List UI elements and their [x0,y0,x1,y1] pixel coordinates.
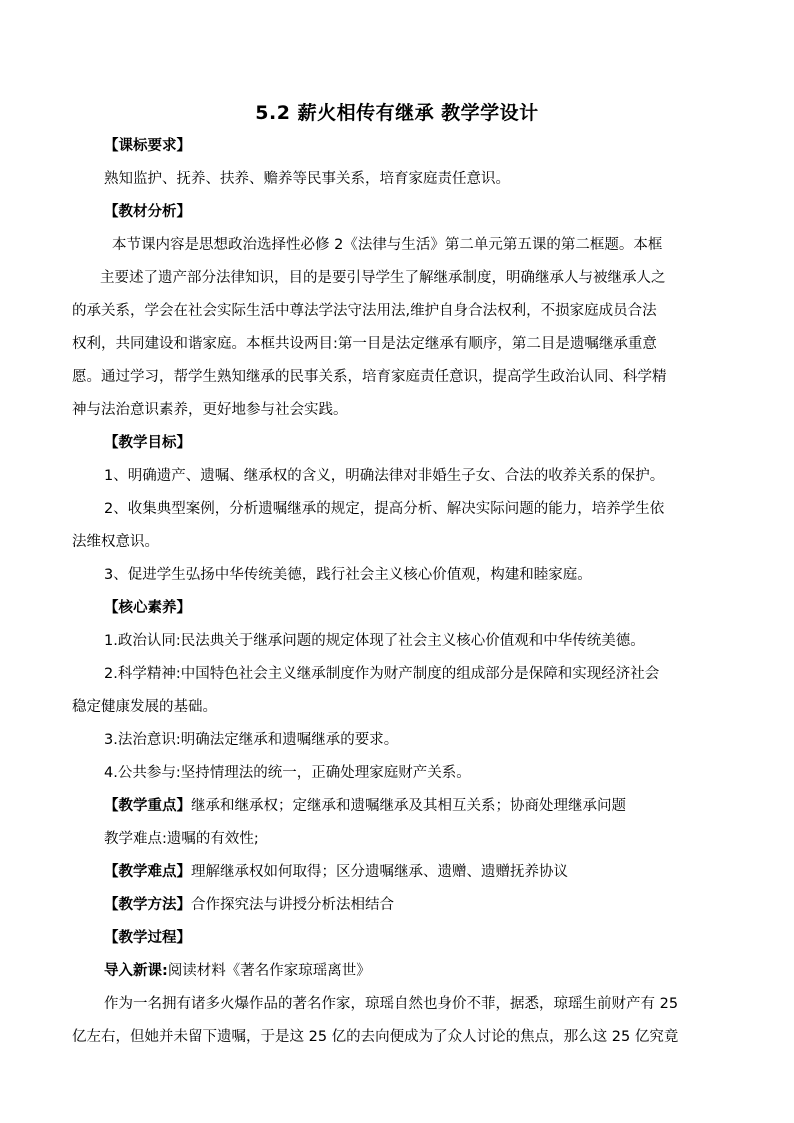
list-item: 3、促进学生弘扬中华传统美德，践行社会主义核心价值观，构建和睦家庭。 [104,567,592,583]
teaching-difficulties-text: 理解继承权如何取得；区分遗嘱继承、遗赠、遗赠抚养协议 [191,864,568,880]
list-item: 2.科学精神:中国特色社会主义继承制度作为财产制度的组成部分是保障和实现经济社会 [104,666,660,682]
list-item: 4.公共参与:坚持情理法的统一，正确处理家庭财产关系。 [104,765,471,781]
paragraph-line: 主要述了遗产部分法律知识，目的是要引导学生了解继承制度，明确继承人与被继承人之 [100,270,666,286]
heading-teaching-key-points: 【教学重点】 [104,798,191,814]
list-item: 1、明确遗产、遗嘱、继承权的含义，明确法律对非婚生子女、合法的收养关系的保护。 [104,468,665,484]
paragraph-line: 熟知监护、抚养、扶养、赡养等民事关系，培育家庭责任意识。 [104,171,510,187]
heading-core-competencies: 【核心素养】 [104,600,191,616]
list-item: 2、收集典型案例，分析遗嘱继承的规定，提高分析、解决实际问题的能力，培养学生依 [104,501,665,517]
paragraph-line: 权利，共同建设和谐家庭。本框共设两目:第一目是法定继承有顺序，第二目是遗嘱继承重意 [72,336,657,352]
teaching-key-points-text: 继承和继承权；定继承和遗嘱继承及其相互关系；协商处理继承问题 [191,798,626,814]
heading-teaching-objectives: 【教学目标】 [104,435,191,451]
paragraph-line: 教学难点:遗嘱的有效性; [104,831,259,847]
teaching-key-points [104,795,728,817]
heading-textbook-analysis: 【教材分析】 [104,204,191,220]
paragraph-line: 作为一名拥有诸多火爆作品的著名作家，琼瑶自然也身价不菲，据悉，琼瑶生前财产有 25 [104,996,679,1012]
heading-curriculum-requirements: 【课标要求】 [104,138,191,154]
heading-teaching-process: 【教学过程】 [104,930,191,946]
teaching-difficulties [104,861,728,883]
teaching-methods-text: 合作探究法与讲授分析法相结合 [191,897,394,913]
paragraph-line: 本节课内容是思想政治选择性必修 2《法律与生活》第二单元第五课的第二框题。本框 [112,237,663,253]
list-item: 3.法治意识:明确法定继承和遗嘱继承的要求。 [104,732,399,748]
lesson-introduction-label: 导入新课: [104,963,168,979]
paragraph-line: 亿左右，但她并未留下遗嘱，于是这 25 亿的去向便成为了众人讨论的焦点，那么这 25 亿究竟 [72,1029,679,1045]
list-item-continuation: 法维权意识。 [72,534,159,550]
lesson-introduction [104,960,728,982]
lesson-introduction-text: 阅读材料《著名作家琼瑶离世》 [167,963,371,979]
paragraph-line: 愿。通过学习，帮学生熟知继承的民事关系，培育家庭责任意识，提高学生政治认同、科学精 [72,369,667,385]
heading-teaching-methods: 【教学方法】 [104,897,191,913]
list-item-continuation: 稳定健康发展的基础。 [72,699,217,715]
document-title: 5.2 薪火相传有继承 教学学设计 [255,102,539,124]
teaching-methods [104,894,728,916]
paragraph-line: 的承关系，学会在社会实际生活中尊法学法守法用法,维护自身合法权利，不损家庭成员合法 [72,303,657,319]
paragraph-line: 神与法治意识素养，更好地参与社会实践。 [72,402,348,418]
list-item: 1.政治认同:民法典关于继承问题的规定体现了社会主义核心价值观和中华传统美德。 [104,633,645,649]
heading-teaching-difficulties: 【教学难点】 [104,864,191,880]
